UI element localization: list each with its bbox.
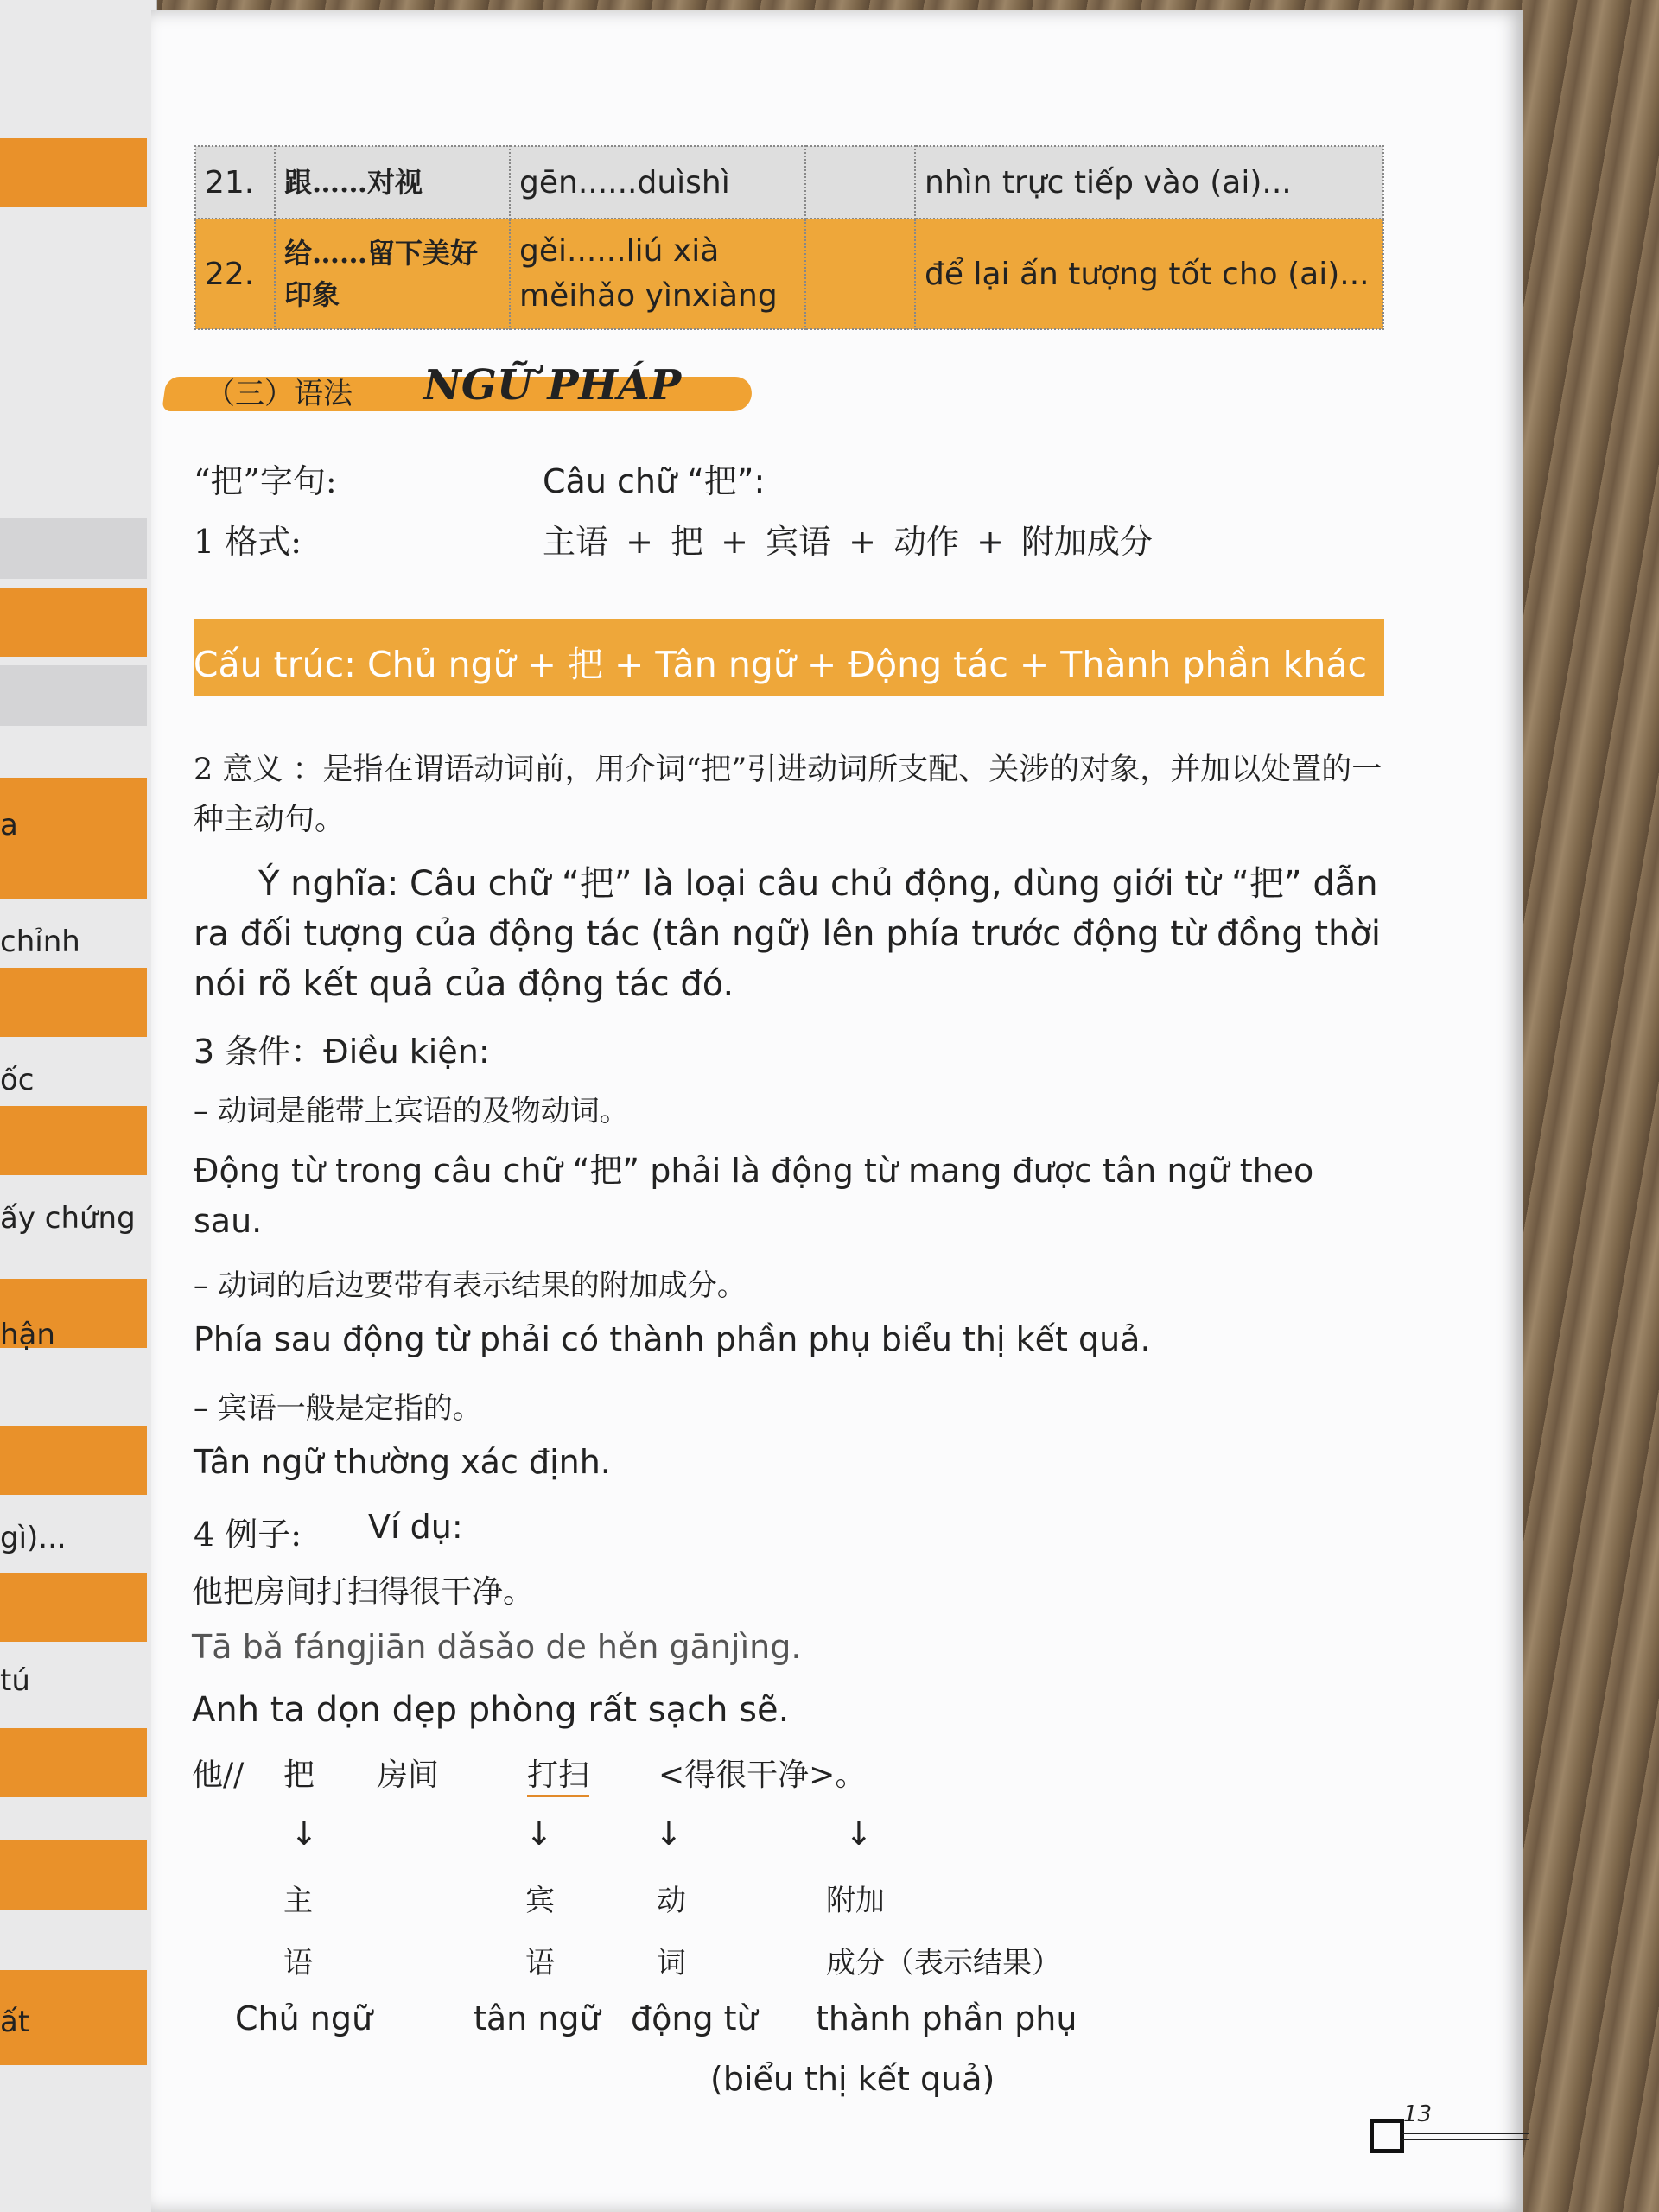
left-page-fragment: a — [0, 808, 18, 842]
condition-vietnamese: Tân ngữ thường xác định. — [194, 1443, 611, 1481]
analysis-token: <得很干净>。 — [658, 1758, 867, 1793]
meaning-vietnamese: Ý nghĩa: Câu chữ “把” là loại câu chủ động, dùng giới từ “把” dẫn ra đối tượng của động tác (tân ngữ) lên phía trước động từ đồng thời nói rõ kết quả của động tác đó. — [194, 864, 1381, 1004]
left-page-fragment: ốc — [0, 1063, 35, 1097]
left-page-band — [0, 1840, 147, 1910]
left-page-edge — [0, 0, 157, 2212]
page-number-box-icon — [1370, 2119, 1404, 2153]
row-word-type — [805, 146, 915, 219]
condition-chinese: – 动词的后边要带有表示结果的附加成分。 — [194, 1268, 747, 1303]
role-chinese-line1: 宾 — [525, 1884, 555, 1918]
result-note: (biểu thị kết quả) — [710, 2060, 995, 2098]
left-page-band — [0, 1728, 147, 1797]
example-chinese: 他把房间打扫得很干净。 — [192, 1574, 535, 1610]
row-number: 21. — [195, 146, 275, 219]
row-word-type — [805, 219, 915, 329]
example-label-chinese: 4 例子: — [194, 1516, 302, 1554]
down-arrow-icon: ↓ — [290, 1815, 318, 1853]
row-meaning: để lại ấn tượng tốt cho (ai)... — [915, 219, 1383, 329]
left-page-fragment: tú — [0, 1663, 30, 1698]
role-chinese-line2: 成分（表示结果） — [826, 1946, 1061, 1980]
left-page-fragment: ất — [0, 2005, 30, 2039]
heading-chinese: （三）语法 — [206, 377, 353, 411]
row-pinyin: gēn......duìshì — [510, 146, 805, 219]
example-vietnamese: Anh ta dọn dẹp phòng rất sạch sẽ. — [192, 1690, 790, 1730]
pattern-vietnamese-label: Câu chữ “把”: — [543, 462, 766, 500]
role-chinese-line2: 语 — [525, 1946, 555, 1980]
role-vietnamese: tân ngữ — [474, 1999, 601, 2037]
left-page-band — [0, 518, 147, 579]
row-pinyin: gěi......liú xià měihǎo yìnxiàng — [510, 219, 805, 329]
analysis-token: 房间 — [377, 1758, 440, 1793]
left-page-band — [0, 1426, 147, 1495]
page-number-rule — [1402, 2133, 1529, 2140]
left-page-band — [0, 138, 147, 207]
down-arrow-icon: ↓ — [845, 1815, 873, 1853]
role-chinese-line2: 词 — [657, 1946, 686, 1980]
left-page-fragment: gì)... — [0, 1521, 67, 1555]
condition-chinese: – 宾语一般是定指的。 — [194, 1391, 482, 1426]
vocab-table — [194, 145, 1384, 330]
left-page-band — [0, 588, 147, 657]
role-vietnamese: thành phần phụ — [816, 1999, 1077, 2037]
section-heading — [164, 361, 752, 416]
left-page-fragment: hận — [0, 1318, 55, 1352]
analysis-token: 把 — [283, 1758, 315, 1793]
condition-chinese: – 动词是能带上宾语的及物动词。 — [194, 1094, 629, 1128]
page-number: 13 — [1403, 2101, 1433, 2127]
meaning-chinese: 2 意义 ：是指在谓语动词前，用介词“把”引进动词所支配、关涉的对象，并加以处置的一种主动句。 — [194, 753, 1382, 837]
example-label-vietnamese: Ví dụ: — [368, 1508, 463, 1546]
condition-vietnamese: Động từ trong câu chữ “把” phải là động từ mang được tân ngữ theo sau. — [194, 1152, 1314, 1240]
example-pinyin: Tā bǎ fángjiān dǎsǎo de hěn gānjìng. — [192, 1628, 802, 1666]
pattern-chinese-label: “把”字句: — [194, 462, 337, 500]
format-formula: 主语 + 把 + 宾语 + 动作 + 附加成分 — [543, 523, 1153, 561]
left-page-fragment: ấy chứng — [0, 1201, 136, 1236]
role-chinese-line1: 动 — [657, 1884, 686, 1918]
condition-vietnamese: Phía sau động từ phải có thành phần phụ biểu thị kết quả. — [194, 1320, 1151, 1358]
structure-text: Cấu trúc: Chủ ngữ + 把 + Tân ngữ + Động tác + Thành phần khác — [193, 644, 1367, 685]
left-page-band — [0, 778, 147, 899]
role-vietnamese: động từ — [631, 1999, 758, 2037]
left-page-band — [0, 1106, 147, 1175]
left-page-band — [0, 665, 147, 726]
row-hanzi: 跟……对视 — [275, 146, 510, 219]
role-chinese-line1: 主 — [283, 1884, 313, 1918]
analysis-token-verb: 打扫 — [527, 1751, 589, 1797]
row-number: 22. — [195, 219, 275, 329]
role-chinese-line2: 语 — [283, 1946, 313, 1980]
role-chinese-line1: 附加 — [826, 1884, 885, 1918]
format-label: 1 格式: — [194, 523, 302, 561]
role-vietnamese: Chủ ngữ — [235, 1999, 373, 2037]
left-page-fragment: chỉnh — [0, 925, 80, 959]
row-meaning: nhìn trực tiếp vào (ai)... — [915, 146, 1383, 219]
conditions-label: 3 条件：Điều kiện: — [194, 1033, 490, 1071]
row-hanzi: 给……留下美好印象 — [275, 219, 510, 329]
down-arrow-icon: ↓ — [525, 1815, 553, 1853]
left-page-band — [0, 1573, 147, 1642]
down-arrow-icon: ↓ — [655, 1815, 683, 1853]
table-row — [195, 219, 1383, 329]
left-page-band — [0, 968, 147, 1037]
structure-banner — [194, 619, 1384, 696]
table-row — [195, 146, 1383, 219]
analysis-token: 他// — [192, 1758, 245, 1793]
heading-vietnamese: NGỮ PHÁP — [423, 361, 682, 410]
